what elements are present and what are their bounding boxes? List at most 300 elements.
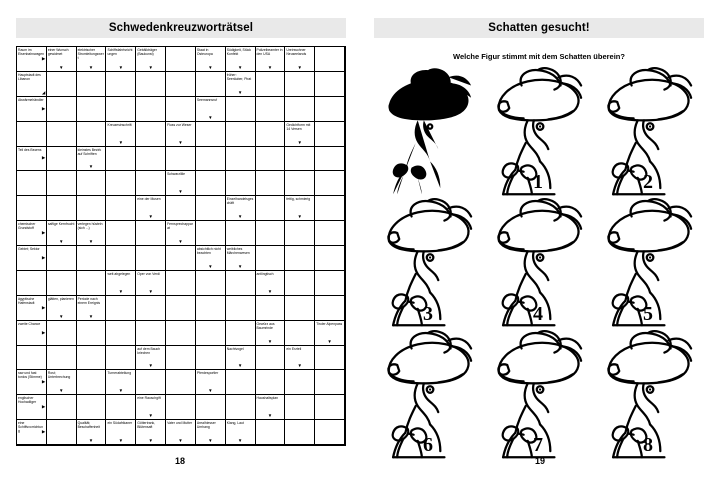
crossword-answer-cell[interactable] bbox=[226, 271, 256, 296]
figure-number: 1 bbox=[533, 171, 543, 194]
figure-option[interactable] bbox=[374, 330, 482, 459]
clue-text: Oper von Verdi bbox=[137, 271, 160, 276]
arrow-right-icon: ▶ bbox=[41, 304, 46, 310]
crossword-clue-cell[interactable] bbox=[285, 122, 315, 147]
clue-text: Abwärmehändler bbox=[18, 97, 44, 102]
crossword-clue-cell[interactable] bbox=[196, 47, 226, 72]
crossword-clue-cell[interactable] bbox=[285, 346, 315, 371]
clue-text: Qualität; Beschaffenheit bbox=[77, 421, 100, 430]
arrow-down-icon: ▼ bbox=[297, 214, 302, 220]
crossword-answer-cell[interactable] bbox=[285, 321, 315, 346]
crossword-answer-cell[interactable] bbox=[315, 420, 345, 445]
crossword-clue-cell[interactable] bbox=[136, 271, 166, 296]
arrow-down-icon: ▼ bbox=[58, 388, 64, 394]
crossword-answer-cell[interactable] bbox=[106, 171, 136, 196]
crossword-clue-cell[interactable] bbox=[17, 97, 47, 122]
crossword-answer-cell[interactable] bbox=[77, 97, 107, 122]
figure-number: 4 bbox=[533, 302, 543, 325]
puzzle-question: Welche Figur stimmt mit dem Schatten überein? bbox=[453, 52, 625, 61]
arrow-down-icon: ▼ bbox=[58, 64, 64, 70]
clue-text: eine der Musen bbox=[137, 197, 161, 202]
crossword-answer-cell[interactable] bbox=[196, 122, 226, 147]
crossword-clue-cell[interactable] bbox=[77, 221, 107, 246]
clue-text: elektrischer Stromleitungswert bbox=[77, 48, 104, 61]
arrow-right-icon: ▶ bbox=[41, 229, 46, 235]
crossword-answer-cell[interactable] bbox=[315, 47, 345, 72]
crossword-clue-cell[interactable] bbox=[256, 47, 286, 72]
crossword-clue-cell[interactable] bbox=[136, 47, 166, 72]
figure-number: 7 bbox=[533, 433, 543, 456]
crossword-clue-cell[interactable] bbox=[285, 196, 315, 221]
arrow-down-icon: ▼ bbox=[208, 388, 213, 394]
arrow-down-icon: ▼ bbox=[237, 214, 243, 220]
arrow-down-icon: ▼ bbox=[178, 189, 183, 195]
arrow-down-icon: ▼ bbox=[148, 363, 153, 369]
clue-text: Kreuzesinschrift bbox=[107, 122, 132, 127]
clue-text: zweite Chance bbox=[18, 321, 41, 326]
page-number: 18 bbox=[174, 456, 185, 466]
arrow-down-icon: ▼ bbox=[208, 263, 213, 269]
clue-text: Göttertrank, Blütensaft bbox=[137, 421, 156, 430]
crossword-clue-cell[interactable] bbox=[136, 196, 166, 221]
crossword-answer-cell[interactable] bbox=[196, 72, 226, 97]
crossword-clue-cell[interactable] bbox=[285, 47, 315, 72]
crossword-answer-cell[interactable] bbox=[285, 395, 315, 420]
crossword-answer-cell[interactable] bbox=[196, 321, 226, 346]
arrow-down-icon: ▼ bbox=[237, 363, 243, 369]
crossword-clue-cell[interactable] bbox=[106, 47, 136, 72]
crossword-answer-cell[interactable] bbox=[17, 271, 47, 296]
arrow-down-icon: ▼ bbox=[267, 288, 273, 294]
clue-text: Schwarzlilie bbox=[167, 172, 185, 177]
arrow-down-right-icon: ◢ bbox=[41, 89, 46, 95]
crossword-answer-cell[interactable] bbox=[285, 97, 315, 122]
clue-text: eine Schiffsvorrichtung bbox=[18, 421, 44, 434]
clue-text: ein Südafrikaner bbox=[107, 421, 133, 426]
arrow-down-icon: ▼ bbox=[208, 438, 213, 443]
crossword-answer-cell[interactable] bbox=[166, 321, 196, 346]
crossword-answer-cell[interactable] bbox=[315, 196, 345, 221]
crossword-clue-cell[interactable] bbox=[226, 246, 256, 271]
crossword-answer-cell[interactable] bbox=[285, 271, 315, 296]
clue-text: Einzelhandelsgeschäft bbox=[226, 197, 254, 206]
crossword-answer-cell[interactable] bbox=[285, 147, 315, 172]
crossword-clue-cell[interactable] bbox=[226, 47, 256, 72]
clue-text: Pferdesportler bbox=[196, 371, 219, 376]
crossword-answer-cell[interactable] bbox=[106, 246, 136, 271]
crossword-answer-cell[interactable] bbox=[196, 395, 226, 420]
clue-text: verlegen hüsteln (sich ...) bbox=[77, 222, 103, 231]
clue-text: antlingtisch bbox=[256, 271, 274, 276]
crossword-answer-cell[interactable] bbox=[136, 122, 166, 147]
crossword-answer-cell[interactable] bbox=[315, 395, 345, 420]
crossword-clue-cell[interactable] bbox=[17, 296, 47, 321]
clue-text: Schiffsfahrtsrichtungen bbox=[107, 48, 133, 57]
crossword-answer-cell[interactable] bbox=[106, 97, 136, 122]
crossword-answer-cell[interactable] bbox=[196, 171, 226, 196]
crossword-answer-cell[interactable] bbox=[166, 72, 196, 97]
crossword-answer-cell[interactable] bbox=[256, 72, 286, 97]
arrow-right-icon: ▶ bbox=[41, 105, 46, 111]
crossword-clue-cell[interactable] bbox=[256, 271, 286, 296]
crossword-answer-cell[interactable] bbox=[256, 122, 286, 147]
crossword-answer-cell[interactable] bbox=[47, 147, 77, 172]
crossword-clue-cell[interactable] bbox=[256, 321, 286, 346]
arrow-down-icon: ▼ bbox=[118, 288, 124, 294]
arrow-down-icon: ▼ bbox=[88, 64, 94, 70]
crossword-clue-cell[interactable] bbox=[315, 321, 345, 346]
arrow-right-icon: ▶ bbox=[41, 329, 46, 335]
arrow-down-icon: ▼ bbox=[58, 313, 64, 319]
crossword-answer-cell[interactable] bbox=[77, 122, 107, 147]
arrow-down-icon: ▼ bbox=[118, 438, 124, 443]
clue-text: Fluss zur Weser bbox=[167, 122, 192, 127]
right-page bbox=[360, 0, 720, 480]
right-page-header bbox=[374, 18, 704, 38]
arrow-down-icon: ▼ bbox=[237, 64, 243, 70]
crossword-answer-cell[interactable] bbox=[315, 171, 345, 196]
crossword-answer-cell[interactable] bbox=[17, 346, 47, 371]
arrow-down-icon: ▼ bbox=[148, 438, 153, 443]
clue-text: Staat in Osteuropa bbox=[196, 48, 213, 57]
crossword-answer-cell[interactable] bbox=[226, 321, 256, 346]
clue-text: Gebiet; Sektor bbox=[18, 247, 40, 251]
crossword-answer-cell[interactable] bbox=[136, 147, 166, 172]
crossword-answer-cell[interactable] bbox=[47, 72, 77, 97]
crossword-clue-cell[interactable] bbox=[136, 346, 166, 371]
arrow-down-icon: ▼ bbox=[237, 438, 243, 443]
crossword-answer-cell[interactable] bbox=[285, 72, 315, 97]
figure-option[interactable] bbox=[484, 330, 592, 459]
crossword-answer-cell[interactable] bbox=[106, 346, 136, 371]
arrow-right-icon: ▶ bbox=[41, 55, 46, 61]
crossword-answer-cell[interactable] bbox=[285, 171, 315, 196]
arrow-down-icon: ▼ bbox=[88, 164, 94, 170]
figure-number: 2 bbox=[643, 171, 653, 194]
crossword-answer-cell[interactable] bbox=[315, 221, 345, 246]
arrow-down-icon: ▼ bbox=[178, 438, 183, 443]
crossword-answer-cell[interactable] bbox=[256, 370, 286, 395]
arrow-down-icon: ▼ bbox=[208, 114, 213, 120]
crossword-clue-cell[interactable] bbox=[196, 246, 226, 271]
arrow-down-icon: ▼ bbox=[267, 64, 273, 70]
crossword-answer-cell[interactable] bbox=[106, 321, 136, 346]
crossword-clue-cell[interactable] bbox=[17, 395, 47, 420]
figure-option[interactable] bbox=[484, 198, 592, 327]
crossword-answer-cell[interactable] bbox=[17, 196, 47, 221]
crossword-answer-cell[interactable] bbox=[256, 196, 286, 221]
clue-text: Gewürz aus Baumrinde bbox=[256, 321, 275, 330]
arrow-down-icon: ▼ bbox=[58, 239, 64, 244]
clue-text: eine Rauschgift bbox=[137, 396, 161, 401]
crossword-answer-cell[interactable] bbox=[196, 271, 226, 296]
crossword-answer-cell[interactable] bbox=[196, 296, 226, 321]
clue-text: ägyptische Hafenstadt bbox=[18, 296, 35, 305]
clue-text: Raum im Eisenbahnwagen bbox=[18, 48, 45, 57]
crossword-answer-cell[interactable] bbox=[17, 122, 47, 147]
crossword-answer-cell[interactable] bbox=[315, 370, 345, 395]
crossword-answer-cell[interactable] bbox=[136, 171, 166, 196]
crossword-answer-cell[interactable] bbox=[256, 221, 286, 246]
clue-text: weit abgelegen bbox=[107, 271, 131, 276]
crossword-clue-cell[interactable] bbox=[77, 47, 107, 72]
clue-text: Klang, Laut bbox=[226, 421, 244, 426]
crossword-clue-cell[interactable] bbox=[17, 420, 47, 445]
arrow-down-icon: ▼ bbox=[208, 64, 213, 70]
crossword-clue-cell[interactable] bbox=[17, 370, 47, 395]
crossword-answer-cell[interactable] bbox=[226, 370, 256, 395]
crossword-clue-cell[interactable] bbox=[77, 296, 107, 321]
crossword-answer-cell[interactable] bbox=[47, 346, 77, 371]
crossword-answer-cell[interactable] bbox=[196, 346, 226, 371]
crossword-answer-cell[interactable] bbox=[166, 196, 196, 221]
clue-text: absichtlich nicht beachten bbox=[196, 247, 221, 256]
crossword-answer-cell[interactable] bbox=[77, 346, 107, 371]
crossword-answer-cell[interactable] bbox=[196, 196, 226, 221]
arrow-down-icon: ▼ bbox=[88, 313, 94, 319]
clue-text: Rost; Unterbrechung bbox=[47, 371, 71, 380]
clue-text: auf dem Bauch kriechen bbox=[137, 346, 161, 355]
clue-text: früher: Seeräuber, Pirat bbox=[226, 72, 252, 81]
crossword-answer-cell[interactable] bbox=[226, 171, 256, 196]
crossword-clue-cell[interactable] bbox=[17, 321, 47, 346]
crossword-answer-cell[interactable] bbox=[47, 395, 77, 420]
clue-text: Teil des Beגens bbox=[18, 147, 42, 152]
crossword-answer-cell[interactable] bbox=[166, 47, 196, 72]
figure-number: 5 bbox=[643, 302, 653, 325]
arrow-down-icon: ▼ bbox=[118, 139, 124, 145]
crossword-answer-cell[interactable] bbox=[166, 346, 196, 371]
clue-text: Nachtvogel bbox=[226, 346, 244, 351]
clue-text: Gedichtform mit 14 Versen bbox=[286, 122, 311, 131]
crossword-answer-cell[interactable] bbox=[166, 246, 196, 271]
crossword-clue-cell[interactable] bbox=[106, 271, 136, 296]
clue-text: Ureinwohner Neuseelands bbox=[286, 48, 307, 57]
clue-text: kleinstes Bezirk auf Schriften bbox=[77, 147, 102, 156]
crossword-answer-cell[interactable] bbox=[256, 171, 286, 196]
crossword-answer-cell[interactable] bbox=[196, 147, 226, 172]
crossword-clue-cell[interactable] bbox=[47, 47, 77, 72]
crossword-clue-cell[interactable] bbox=[106, 420, 136, 445]
crossword-answer-cell[interactable] bbox=[77, 370, 107, 395]
crossword-answer-cell[interactable] bbox=[315, 147, 345, 172]
arrow-down-icon: ▼ bbox=[88, 438, 94, 443]
crossword-answer-cell[interactable] bbox=[136, 246, 166, 271]
arrow-down-icon: ▼ bbox=[297, 363, 302, 369]
clue-text: chemischer Grundstoff bbox=[18, 222, 36, 231]
crossword-answer-cell[interactable] bbox=[315, 271, 345, 296]
figure-option[interactable] bbox=[594, 67, 702, 196]
crossword-answer-cell[interactable] bbox=[166, 97, 196, 122]
arrow-down-icon: ▼ bbox=[327, 338, 332, 344]
crossword-answer-cell[interactable] bbox=[315, 246, 345, 271]
crossword-clue-cell[interactable] bbox=[166, 122, 196, 147]
crossword-answer-cell[interactable] bbox=[285, 370, 315, 395]
clue-text: Periode nach einem Ereignis bbox=[77, 296, 101, 305]
page-title: Schatten gesucht! bbox=[488, 22, 590, 34]
clue-text: Gebälkträger (Baukunst) bbox=[137, 48, 157, 57]
crossword-clue-cell[interactable] bbox=[196, 97, 226, 122]
crossword-clue-cell[interactable] bbox=[226, 72, 256, 97]
crossword-answer-cell[interactable] bbox=[77, 271, 107, 296]
crossword-answer-cell[interactable] bbox=[77, 321, 107, 346]
clue-text: englischer Hochadliger bbox=[18, 396, 37, 405]
figure-number: 8 bbox=[643, 433, 653, 456]
crossword-answer-cell[interactable] bbox=[285, 221, 315, 246]
crossword-clue-cell[interactable] bbox=[166, 171, 196, 196]
crossword-clue-cell[interactable] bbox=[17, 147, 47, 172]
crossword-grid[interactable] bbox=[16, 46, 346, 446]
crossword-answer-cell[interactable] bbox=[256, 97, 286, 122]
crossword-answer-cell[interactable] bbox=[166, 271, 196, 296]
crossword-clue-cell[interactable] bbox=[47, 370, 77, 395]
figure-option[interactable] bbox=[484, 67, 592, 196]
crossword-clue-cell[interactable] bbox=[47, 296, 77, 321]
arrow-down-icon: ▼ bbox=[237, 89, 243, 95]
crossword-answer-cell[interactable] bbox=[17, 171, 47, 196]
arrow-down-icon: ▼ bbox=[267, 338, 273, 344]
figure-option[interactable] bbox=[594, 198, 702, 327]
crossword-answer-cell[interactable] bbox=[77, 246, 107, 271]
crossword-answer-cell[interactable] bbox=[315, 346, 345, 371]
left-page-header bbox=[16, 18, 346, 38]
crossword-clue-cell[interactable] bbox=[226, 196, 256, 221]
arrow-right-icon: ▶ bbox=[41, 428, 46, 434]
crossword-answer-cell[interactable] bbox=[106, 196, 136, 221]
crossword-answer-cell[interactable] bbox=[106, 147, 136, 172]
arrow-down-icon: ▼ bbox=[297, 139, 302, 145]
crossword-clue-cell[interactable] bbox=[256, 395, 286, 420]
crossword-clue-cell[interactable] bbox=[226, 420, 256, 445]
crossword-clue-cell[interactable] bbox=[77, 420, 107, 445]
clue-text: weibliches Märchenwesen bbox=[226, 247, 250, 256]
arrow-right-icon: ▶ bbox=[41, 155, 46, 161]
clue-text: Tiroler Alpenpass bbox=[316, 321, 343, 326]
figure-option[interactable] bbox=[374, 198, 482, 327]
arrow-down-icon: ▼ bbox=[297, 64, 302, 70]
crossword-clue-cell[interactable] bbox=[196, 370, 226, 395]
crossword-clue-cell[interactable] bbox=[17, 47, 47, 72]
crossword-clue-cell[interactable] bbox=[47, 221, 77, 246]
figure-number: 6 bbox=[423, 433, 433, 456]
arrow-right-icon: ▶ bbox=[41, 254, 46, 260]
crossword-answer-cell[interactable] bbox=[226, 97, 256, 122]
crossword-answer-cell[interactable] bbox=[47, 321, 77, 346]
crossword-clue-cell[interactable] bbox=[17, 246, 47, 271]
crossword-answer-cell[interactable] bbox=[226, 221, 256, 246]
crossword-answer-cell[interactable] bbox=[136, 72, 166, 97]
crossword-answer-cell[interactable] bbox=[256, 346, 286, 371]
crossword-answer-cell[interactable] bbox=[106, 221, 136, 246]
crossword-answer-cell[interactable] bbox=[136, 221, 166, 246]
crossword-clue-cell[interactable] bbox=[196, 420, 226, 445]
arrow-down-icon: ▼ bbox=[237, 263, 243, 269]
crossword-answer-cell[interactable] bbox=[77, 171, 107, 196]
page-title: Schwedenkreuzworträtsel bbox=[108, 22, 254, 34]
arrow-down-icon: ▼ bbox=[118, 388, 124, 394]
crossword-answer-cell[interactable] bbox=[226, 122, 256, 147]
clue-text: ein Erzteil bbox=[286, 346, 302, 351]
crossword-answer-cell[interactable] bbox=[47, 97, 77, 122]
clue-text: einer Wunsch gewidmet bbox=[47, 48, 69, 57]
crossword-answer-cell[interactable] bbox=[47, 246, 77, 271]
crossword-answer-cell[interactable] bbox=[47, 171, 77, 196]
crossword-answer-cell[interactable] bbox=[106, 72, 136, 97]
crossword-clue-cell[interactable] bbox=[106, 122, 136, 147]
crossword-answer-cell[interactable] bbox=[315, 122, 345, 147]
crossword-answer-cell[interactable] bbox=[315, 97, 345, 122]
crossword-clue-cell[interactable] bbox=[166, 420, 196, 445]
crossword-answer-cell[interactable] bbox=[77, 72, 107, 97]
shadow-silhouette bbox=[374, 67, 482, 196]
arrow-down-icon: ▼ bbox=[148, 64, 153, 70]
figure-number: 3 bbox=[423, 302, 433, 325]
crossword-answer-cell[interactable] bbox=[256, 246, 286, 271]
crossword-answer-cell[interactable] bbox=[77, 395, 107, 420]
figure-grid bbox=[374, 67, 702, 459]
crossword-answer-cell[interactable] bbox=[136, 296, 166, 321]
crossword-clue-cell[interactable] bbox=[166, 221, 196, 246]
crossword-answer-cell[interactable] bbox=[285, 246, 315, 271]
crossword-answer-cell[interactable] bbox=[106, 395, 136, 420]
crossword-answer-cell[interactable] bbox=[47, 420, 77, 445]
figure-option[interactable] bbox=[594, 330, 702, 459]
clue-text: Arealhiesser Umhang bbox=[196, 421, 216, 430]
crossword-answer-cell[interactable] bbox=[77, 196, 107, 221]
crossword-answer-cell[interactable] bbox=[47, 196, 77, 221]
crossword-answer-cell[interactable] bbox=[166, 296, 196, 321]
crossword-answer-cell[interactable] bbox=[226, 296, 256, 321]
crossword-answer-cell[interactable] bbox=[47, 122, 77, 147]
crossword-clue-cell[interactable] bbox=[136, 395, 166, 420]
crossword-answer-cell[interactable] bbox=[136, 370, 166, 395]
arrow-down-icon: ▼ bbox=[148, 214, 153, 220]
arrow-down-icon: ▼ bbox=[148, 413, 153, 419]
arrow-down-icon: ▼ bbox=[178, 139, 183, 145]
crossword-answer-cell[interactable] bbox=[256, 296, 286, 321]
clue-text: Polizeibeamter in den USA bbox=[256, 48, 283, 57]
crossword-answer-cell[interactable] bbox=[106, 296, 136, 321]
crossword-clue-cell[interactable] bbox=[17, 221, 47, 246]
crossword-answer-cell[interactable] bbox=[136, 97, 166, 122]
crossword-answer-cell[interactable] bbox=[285, 296, 315, 321]
crossword-answer-cell[interactable] bbox=[166, 395, 196, 420]
crossword-answer-cell[interactable] bbox=[315, 72, 345, 97]
crossword-answer-cell[interactable] bbox=[226, 147, 256, 172]
crossword-answer-cell[interactable] bbox=[166, 147, 196, 172]
clue-text: Seemannsruf bbox=[196, 97, 218, 102]
crossword-answer-cell[interactable] bbox=[136, 321, 166, 346]
crossword-clue-cell[interactable] bbox=[136, 420, 166, 445]
crossword-answer-cell[interactable] bbox=[256, 420, 286, 445]
arrow-down-icon: ▼ bbox=[88, 239, 94, 244]
arrow-down-icon: ▼ bbox=[178, 239, 183, 244]
crossword-answer-cell[interactable] bbox=[196, 221, 226, 246]
crossword-answer-cell[interactable] bbox=[256, 147, 286, 172]
crossword-answer-cell[interactable] bbox=[285, 420, 315, 445]
crossword-answer-cell[interactable] bbox=[226, 395, 256, 420]
crossword-clue-cell[interactable] bbox=[17, 72, 47, 97]
crossword-answer-cell[interactable] bbox=[47, 271, 77, 296]
crossword-clue-cell[interactable] bbox=[77, 147, 107, 172]
crossword-clue-cell[interactable] bbox=[226, 346, 256, 371]
clue-text: Südigkeit, Stück Konfekt bbox=[226, 48, 252, 57]
crossword-answer-cell[interactable] bbox=[166, 370, 196, 395]
crossword-clue-cell[interactable] bbox=[106, 370, 136, 395]
clue-text: Vater und Mutter bbox=[167, 421, 193, 426]
crossword-answer-cell[interactable] bbox=[315, 296, 345, 321]
clue-text: Haushaltsplan bbox=[256, 396, 279, 401]
